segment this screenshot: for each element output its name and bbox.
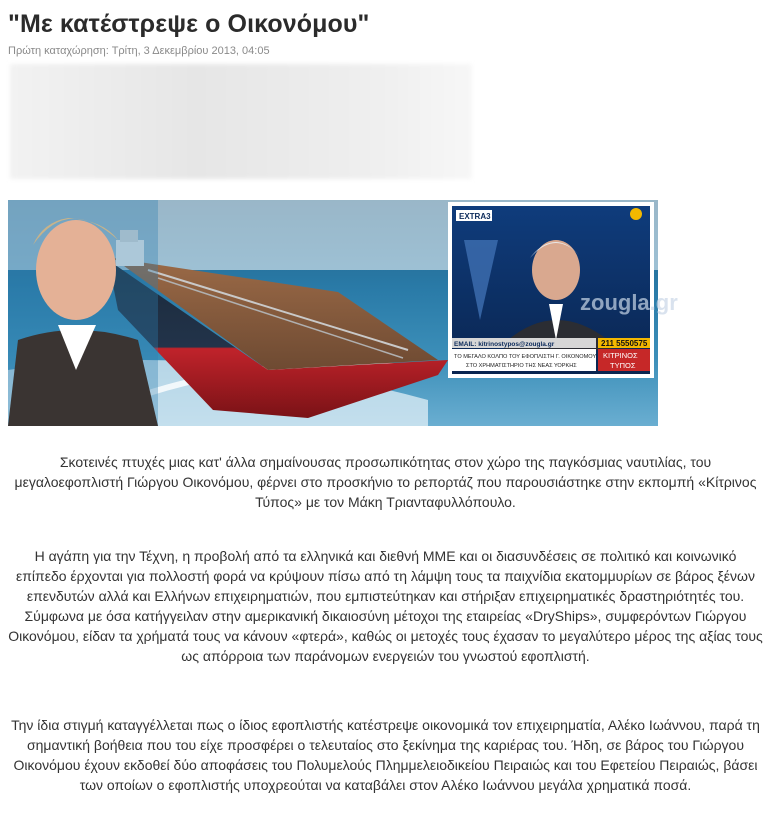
publish-date: Πρώτη καταχώρηση: Τρίτη, 3 Δεκεμβρίου 2013, 04:05 bbox=[8, 45, 270, 57]
article-title: "Με κατέστρεψε ο Οικονόμου" bbox=[8, 10, 370, 38]
tv-logo: EXTRA3 bbox=[459, 212, 491, 221]
caption-line-2: ΣΤΟ ΧΡΗΜΑΤΙΣΤΗΡΙΟ ΤΗΣ ΝΕΑΣ ΥΟΡΚΗΣ bbox=[466, 363, 577, 369]
watermark: zougla.gr bbox=[580, 290, 678, 315]
tv-screenshot bbox=[448, 202, 678, 378]
blurred-banner bbox=[10, 64, 472, 179]
paragraph-1: Σκοτεινές πτυχές μιας κατ' άλλα σημαίνουσας προσωπικότητας στον χώρο της παγκόσμιας ναυτιλίας, του μεγαλοεφοπλιστή Γιώργου Οικονόμου, φέρνει στο προσκήνιο το ρεπορτάζ που παρουσιάστηκε στην εκπομπή «Κίτρινος Τύπος» με τον Μάκη Τριανταφυλλόπουλο. bbox=[14, 454, 757, 510]
email-line: EMAIL: kitrinostypos@zougla.gr bbox=[454, 341, 555, 348]
paragraph-3: Την ίδια στιγμή καταγγέλλεται πως ο ίδιος εφοπλιστής κατέστρεψε οικονομικά τον επιχειρηματία, Αλέκο Ιωάννου, παρά τη σημαντική βοήθεια που του είχε προσφέρει ο τελευταίος στο ξεκίνημα της καριέρας του. Ήδη, σε βάρος του Γιώργου Οικονόμου έχουν εκδοθεί δύο αποφάσεις του Πολυμελούς Πλημμελειοδικείου Πειραιώς και του Εφετείου Πειραιώς, βάσει των οποίων ο εφοπλιστής υποχρεούται να καταβάλει στον Αλέκο Ιωάννου μεγάλα χρηματικά ποσά. bbox=[11, 717, 760, 793]
caption-line-1: ΤΟ ΜΕΓΑΛΟ ΚΟΛΠΟ ΤΟΥ ΕΦΟΠΛΙΣΤΗ Γ. ΟΙΚΟΝΟΜΟΥ bbox=[454, 354, 597, 360]
paragraph-2: Η αγάπη για την Τέχνη, η προβολή από τα ελληνικά και διεθνή ΜΜΕ και οι διασυνδέσεις σε πολιτικό και κοινωνικό επίπεδο έρχονται για πολλοστή φορά να κρύψουν πίσω από τη λάμψη τους τα παιχνίδια εκατομμυρίων σε βάρος ξένων επενδυτών αλλά και Ελλήνων επιχειρηματιών, που εμπιστεύτηκαν και στήριξαν επιχειρηματικές δραστηριότητές του. Σύμφωνα με όσα κατήγγειλαν στην αμερικανική δικαιοσύνη μέτοχοι της εταιρείας «DryShips», συμφερόντων Γιώργου Οικονόμου, είδαν τα χρήματά τους να κάνουν «φτερά», καθώς οι μετοχές τους έχασαν το μεγαλύτερο μέρος της αξίας τους ως απόρροια των παράνομων ενεργειών του γνωστού εφοπλιστή. bbox=[8, 548, 763, 664]
show-name-1: ΚΙΤΡΙΝΟΣ bbox=[603, 351, 638, 360]
phone-number: 211 5550575 bbox=[601, 339, 648, 348]
man-portrait bbox=[8, 200, 158, 426]
show-name-2: ΤΥΠΟΣ bbox=[610, 361, 636, 370]
hero-image bbox=[8, 200, 678, 426]
